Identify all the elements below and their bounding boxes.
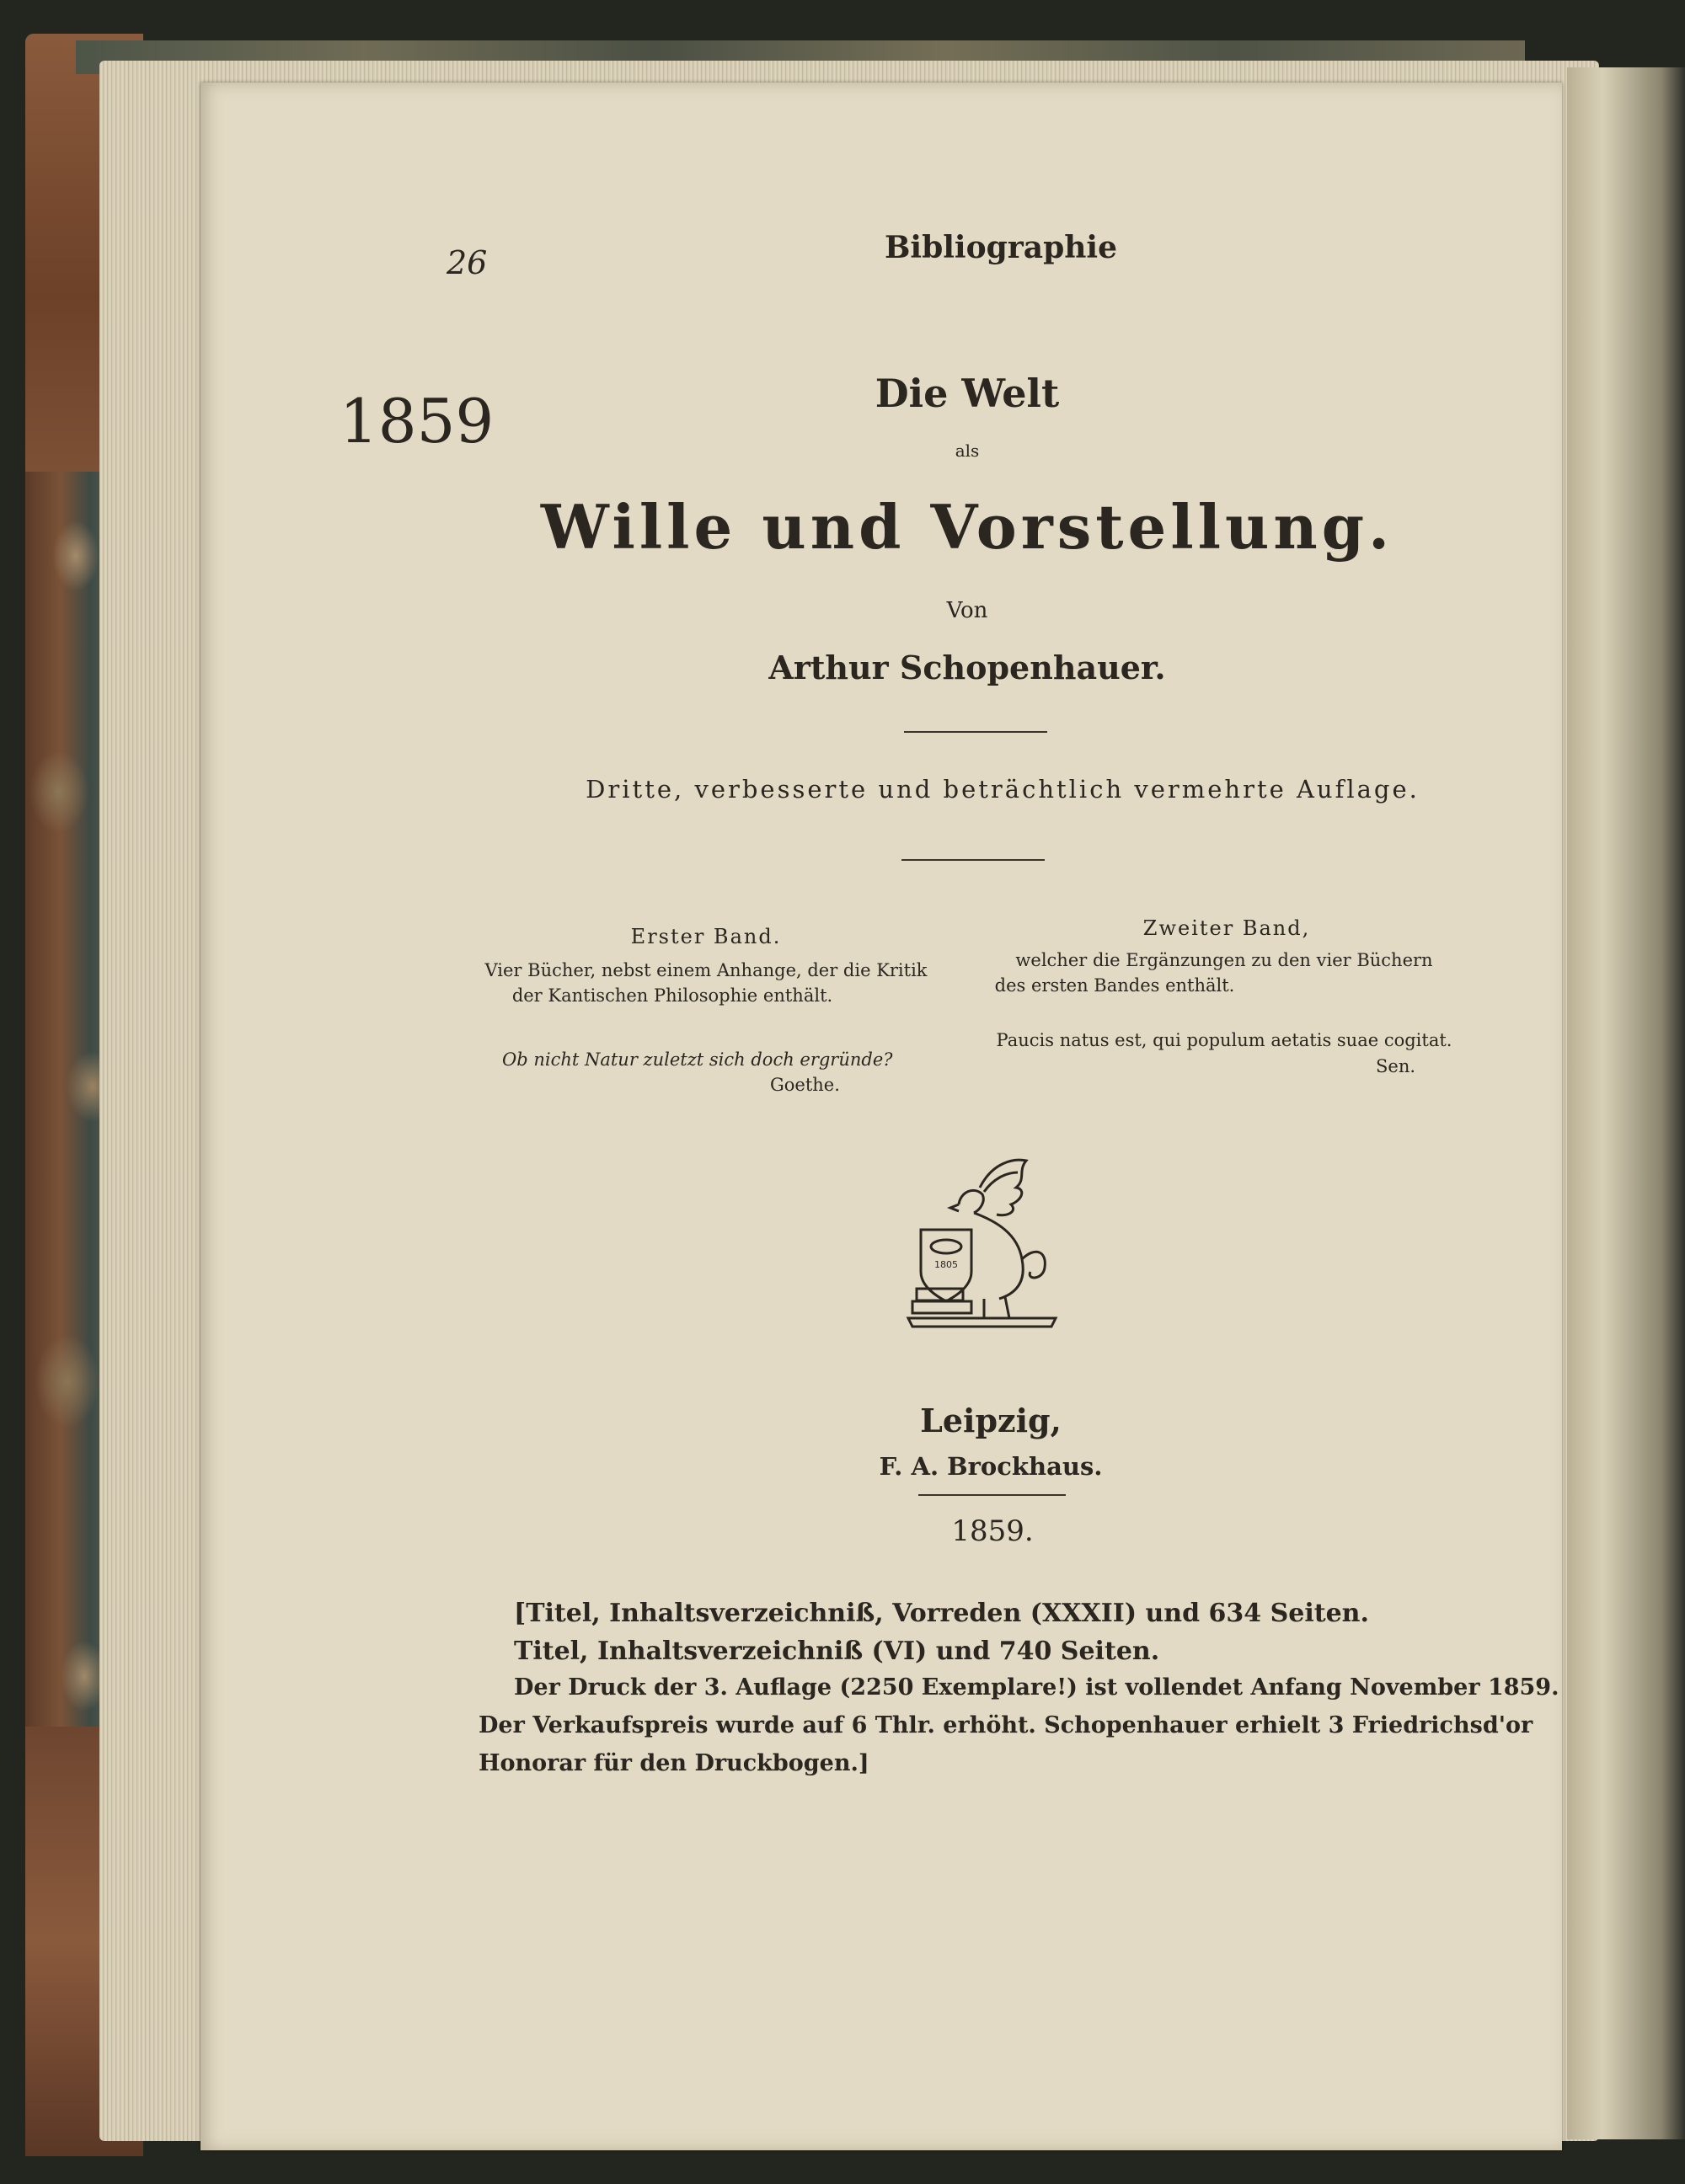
title-line-2: Wille und Vorstellung. xyxy=(540,491,1394,563)
note-line-3: Der Druck der 3. Auflage (2250 Exemplare!) ist vollendet Anfang November 1859. xyxy=(514,1674,1559,1701)
von-label: Von xyxy=(946,598,988,623)
note-line-5: Honorar für den Druckbogen.] xyxy=(479,1750,869,1776)
note-line-4: Der Verkaufspreis wurde auf 6 Thlr. erhöht. Schopenhauer erhielt 3 Friedrichsd'or xyxy=(479,1712,1533,1738)
title-als: als xyxy=(955,441,980,461)
vol2-motto-author: Sen. xyxy=(1376,1056,1416,1076)
facing-page-edge xyxy=(1567,67,1685,2139)
edition-statement: Dritte, verbesserte und beträchtlich vermehrte Auflage. xyxy=(586,775,1420,804)
vol1-motto: Ob nicht Natur zuletzt sich doch ergründe? xyxy=(502,1049,893,1070)
rule-2 xyxy=(901,859,1045,861)
book-page xyxy=(201,83,1562,2150)
griffin-emblem xyxy=(900,1154,1068,1331)
vol2-desc-line1: welcher die Ergänzungen zu den vier Büchern xyxy=(1015,950,1433,970)
vol2-desc-line2: des ersten Bandes enthält. xyxy=(994,975,1235,996)
vol1-desc-line2: der Kantischen Philosophie enthält. xyxy=(511,985,833,1006)
vol2-motto: Paucis natus est, qui populum aetatis suae cogitat. xyxy=(996,1030,1452,1050)
rule-1 xyxy=(904,731,1047,733)
note-line-1: [Titel, Inhaltsverzeichniß, Vorreden (XXXII) und 634 Seiten. xyxy=(514,1599,1369,1628)
svg-text:1805: 1805 xyxy=(934,1259,958,1270)
title-line-1: Die Welt xyxy=(875,371,1060,416)
imprint-year: 1859. xyxy=(951,1514,1034,1548)
rule-3 xyxy=(918,1494,1066,1496)
page-number: 26 xyxy=(447,244,488,281)
imprint-city: Leipzig, xyxy=(920,1402,1062,1439)
note-line-2: Titel, Inhaltsverzeichniß (VI) und 740 Seiten. xyxy=(514,1637,1160,1666)
vol1-desc-line1: Vier Bücher, nebst einem Anhange, der die Kritik xyxy=(484,960,928,980)
vol1-heading: Erster Band. xyxy=(630,925,782,948)
vol2-heading: Zweiter Band, xyxy=(1142,916,1311,940)
vol1-motto-author: Goethe. xyxy=(770,1075,840,1095)
margin-year: 1859 xyxy=(340,386,495,457)
imprint-publisher: F. A. Brockhaus. xyxy=(879,1452,1103,1481)
author-name: Arthur Schopenhauer. xyxy=(768,649,1166,686)
running-title: Bibliographie xyxy=(884,230,1118,265)
